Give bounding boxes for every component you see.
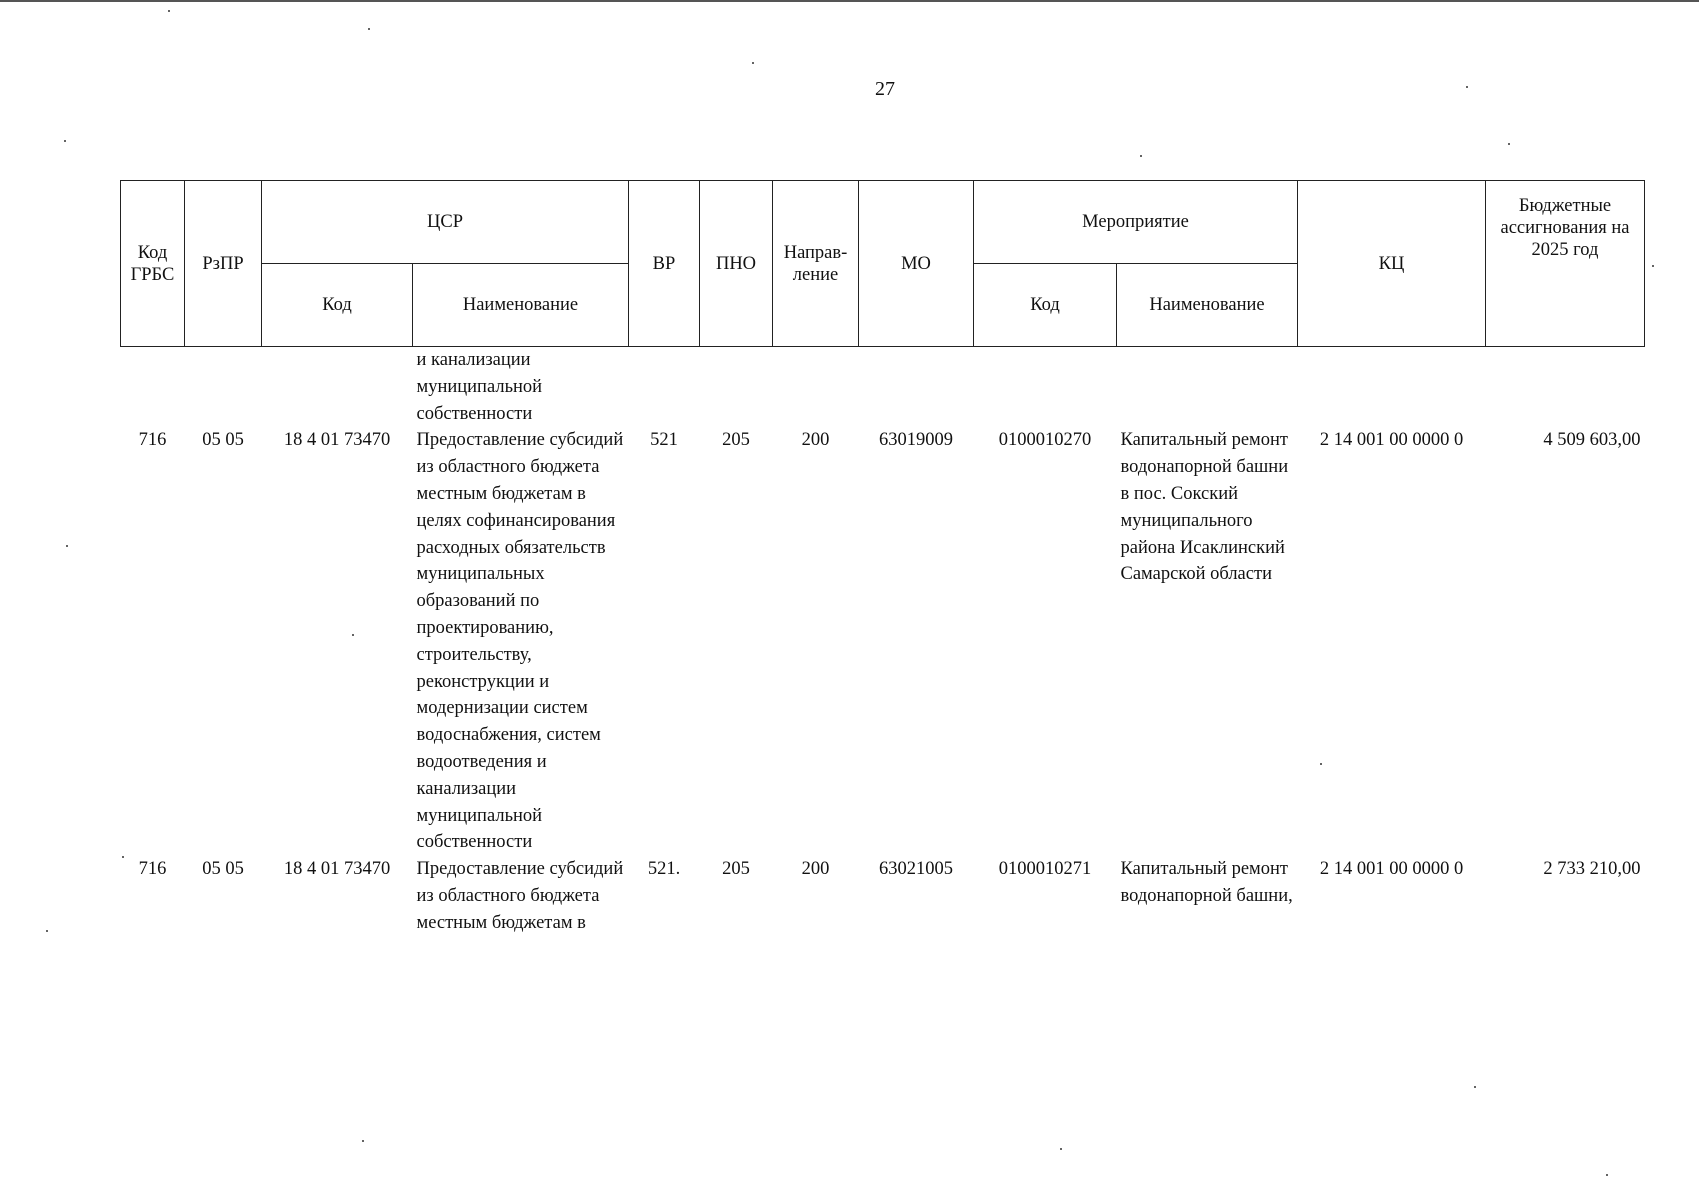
cell-napravlenie: 200	[801, 859, 830, 880]
table-body	[121, 347, 1645, 937]
cell-rzpr: 05 05	[202, 859, 244, 880]
cell-meropriyatie-name: Капитальный ремонт водонапорной башни,	[1120, 859, 1293, 906]
cell-kc: 2 14 001 00 0000 0	[1319, 430, 1464, 451]
cell-meropriyatie-kod: 0100010270	[998, 430, 1092, 451]
header-vr: ВР	[629, 181, 700, 347]
scan-top-edge	[0, 0, 1699, 2]
scan-speck	[1606, 1174, 1608, 1176]
header-rzpr: РзПР	[185, 181, 262, 347]
cell-budget-2025: 2 733 210,00	[1543, 859, 1641, 880]
cell-csr-kod: 18 4 01 73470	[283, 430, 391, 451]
header-meropriyatie: Мероприятие	[974, 181, 1298, 264]
table-row	[121, 427, 1645, 856]
scan-speck	[122, 856, 124, 858]
header-pno: ПНО	[700, 181, 773, 347]
cell-budget-2025: 4 509 603,00	[1543, 430, 1641, 451]
cell-csr-name: Предоставление субсидий из областного бюджета местным бюджетам в	[416, 859, 624, 933]
cell-kod-grbs: 716	[138, 430, 167, 451]
scan-speck	[1652, 265, 1654, 267]
table-header	[121, 181, 1645, 347]
table-row-continued	[121, 347, 1645, 428]
scan-speck	[46, 930, 48, 932]
budget-table-sheet	[120, 180, 1644, 937]
scan-speck	[168, 10, 170, 12]
scan-speck	[66, 545, 68, 547]
scan-speck	[1140, 155, 1142, 157]
cell-vr: 521	[650, 430, 678, 451]
header-kod-grbs: Код ГРБС	[121, 181, 185, 347]
cell-csr-name: Предоставление субсидий из областного бюджета местным бюджетам в целях софинансирования расходных обязательств муниципальных образований по проектированию, строительству, реконструкции и модернизации систем водоснабжения, систем водоотведения и канализации муниципальной собственности	[416, 430, 624, 853]
header-csr-kod: Код	[262, 264, 413, 347]
cell-napravlenie: 200	[801, 430, 830, 451]
budget-allocation-table	[120, 180, 1645, 937]
page-number: 27	[875, 78, 895, 100]
header-kc: КЦ	[1298, 181, 1486, 347]
cell-mo: 63021005	[879, 859, 953, 880]
scan-speck	[752, 62, 754, 64]
scan-speck	[64, 140, 66, 142]
cell-csr-kod: 18 4 01 73470	[283, 859, 391, 880]
scan-speck	[368, 28, 370, 30]
cell-pno: 205	[722, 430, 750, 451]
scan-speck	[1508, 143, 1510, 145]
header-meropriyatie-kod: Код	[974, 264, 1117, 347]
header-csr-name: Наименование	[413, 264, 629, 347]
cell-meropriyatie-kod: 0100010271	[998, 859, 1092, 880]
scan-speck	[352, 634, 354, 636]
scan-speck	[1474, 1086, 1476, 1088]
scan-speck	[1060, 1148, 1062, 1150]
header-budget-2025: Бюджетные ассигнования на 2025 год	[1486, 181, 1645, 347]
cell-kod-grbs: 716	[138, 859, 167, 880]
header-mo: МО	[859, 181, 974, 347]
header-meropriyatie-name: Наименование	[1117, 264, 1298, 347]
header-csr: ЦСР	[262, 181, 629, 264]
cell-rzpr: 05 05	[202, 430, 244, 451]
cell-csr-name-continued: и канализации муниципальной собственности	[416, 350, 543, 424]
cell-kc: 2 14 001 00 0000 0	[1319, 859, 1464, 880]
header-napravlenie: Направ-ление	[773, 181, 859, 347]
scan-speck	[1320, 763, 1322, 765]
scan-speck	[1466, 86, 1468, 88]
cell-vr: 521.	[647, 859, 681, 880]
cell-mo: 63019009	[879, 430, 953, 451]
scan-speck	[362, 1140, 364, 1142]
cell-pno: 205	[722, 859, 750, 880]
cell-meropriyatie-name: Капитальный ремонт водонапорной башни в пос. Сокский муниципального района Исаклинский Самарской области	[1120, 430, 1289, 585]
table-row	[121, 856, 1645, 936]
